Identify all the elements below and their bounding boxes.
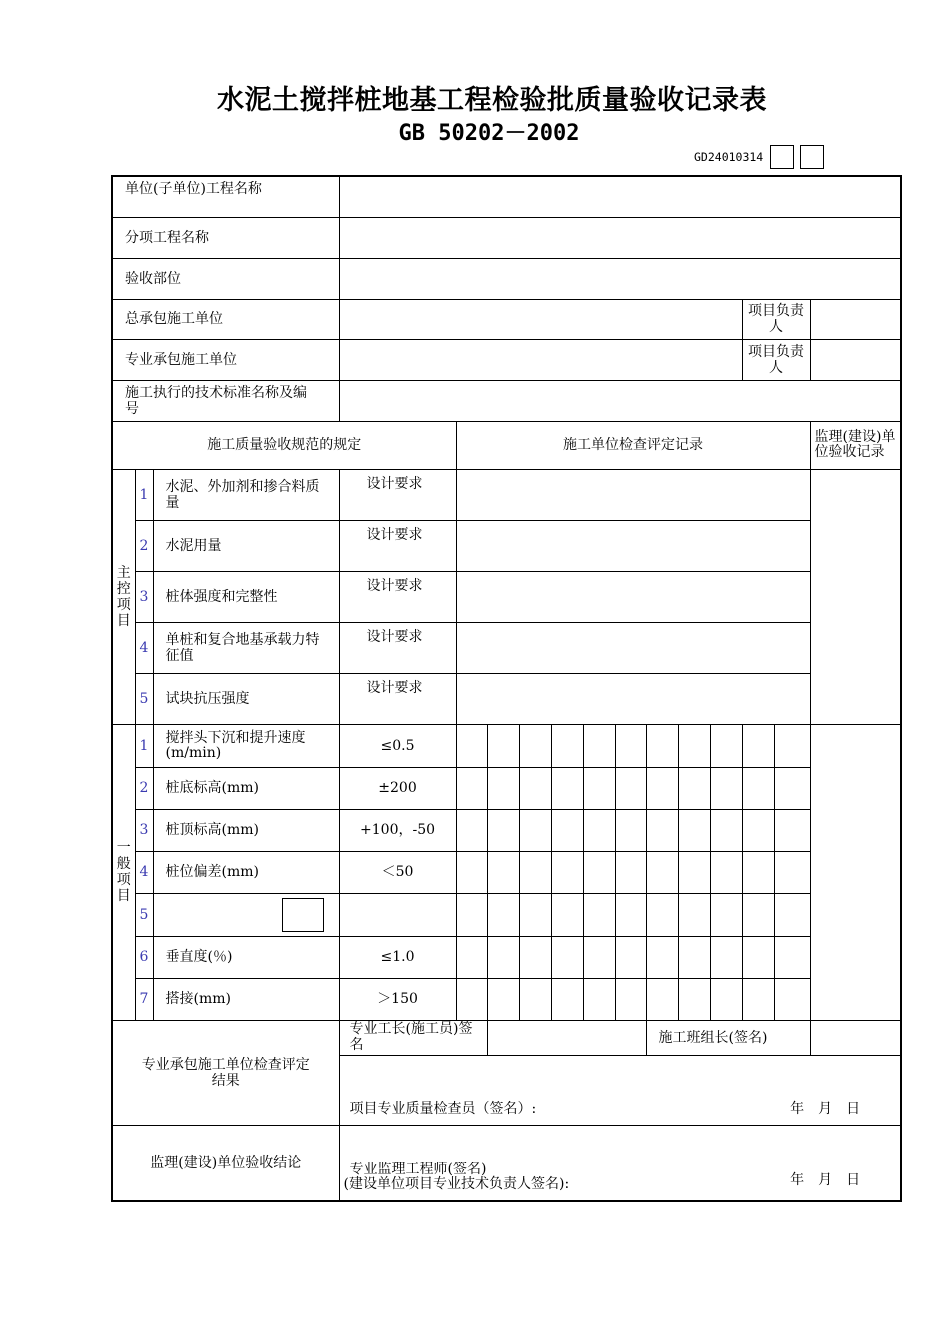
measure-cell[interactable] (646, 767, 678, 809)
measure-cell[interactable] (583, 809, 615, 851)
item-name: 水泥用量 (153, 520, 339, 571)
item-number: 3 (135, 809, 153, 851)
item-number: 2 (135, 767, 153, 809)
measure-cell[interactable] (519, 978, 551, 1020)
measure-cell[interactable] (583, 936, 615, 978)
measure-cell[interactable] (519, 724, 551, 767)
measure-cell[interactable] (646, 936, 678, 978)
measure-cell[interactable] (487, 809, 519, 851)
owner-label: (建设单位项目专业技术负责人签名): (343, 1176, 570, 1192)
measure-cell[interactable] (583, 767, 615, 809)
inspector-date: 年 月 日 (790, 1100, 861, 1117)
measure-cell[interactable] (678, 809, 710, 851)
item-name: 桩顶标高(mm) (153, 809, 339, 851)
measure-cell[interactable] (615, 978, 646, 1020)
measure-cell[interactable] (456, 724, 487, 767)
measure-cell[interactable] (551, 893, 583, 936)
measure-cell[interactable] (487, 767, 519, 809)
item-number: 4 (135, 622, 153, 673)
measure-cell[interactable] (456, 936, 487, 978)
measure-cell[interactable] (646, 724, 678, 767)
measure-cell[interactable] (519, 767, 551, 809)
item-requirement: +100，-50 (339, 809, 456, 851)
measure-cell[interactable] (551, 936, 583, 978)
measure-cell[interactable] (551, 851, 583, 893)
standard-number: GB 50202－2002 (398, 121, 580, 146)
sub-project-label: 分项工程名称 (112, 217, 339, 258)
item-name: 搅拌头下沉和提升速度(m/min) (153, 724, 339, 767)
unit-project-label: 单位(子单位)工程名称 (112, 176, 339, 217)
supervision-date: 年 月 日 (790, 1172, 861, 1188)
spec-column-header: 施工质量验收规范的规定 (112, 421, 456, 469)
measure-cell[interactable] (583, 893, 615, 936)
measure-cell[interactable] (646, 893, 678, 936)
item-requirement: ≤1.0 (339, 936, 456, 978)
specialty-contractor-value[interactable] (339, 339, 742, 380)
measure-cell[interactable] (583, 724, 615, 767)
measure-cell[interactable] (456, 851, 487, 893)
measure-cell[interactable] (487, 893, 519, 936)
measure-cell[interactable] (456, 893, 487, 936)
item-requirement: 设计要求 (339, 622, 456, 673)
measure-cell[interactable] (678, 936, 710, 978)
measure-cell[interactable] (487, 851, 519, 893)
supervision-signature-area[interactable] (339, 1125, 901, 1201)
item-requirement: ≤0.5 (339, 724, 456, 767)
engineer-label: 专业监理工程师(签名) (349, 1162, 487, 1177)
item-name: 桩底标高(mm) (153, 767, 339, 809)
general-contractor-manager-label: 项目负责人 (742, 299, 810, 339)
supervision-result-label: 监理(建设)单位验收结论 (112, 1125, 339, 1201)
measure-cell[interactable] (774, 724, 810, 767)
measure-cell[interactable] (519, 893, 551, 936)
measure-cell[interactable] (710, 936, 742, 978)
measure-cell[interactable] (456, 809, 487, 851)
item-name[interactable] (153, 893, 339, 936)
measure-cell[interactable] (710, 851, 742, 893)
measure-cell[interactable] (774, 893, 810, 936)
measure-cell[interactable] (615, 936, 646, 978)
item-requirement: ＞150 (339, 978, 456, 1020)
form-code: GD24010314 (694, 150, 764, 164)
item-requirement: ±200 (339, 767, 456, 809)
item-requirement: 设计要求 (339, 520, 456, 571)
form-code-box-2[interactable] (800, 145, 824, 169)
item-name: 桩体强度和完整性 (153, 571, 339, 622)
form-code-row (694, 144, 824, 170)
acceptance-part-label: 验收部位 (112, 258, 339, 299)
inspector-signature-area[interactable] (339, 1055, 901, 1125)
measure-cell[interactable] (678, 851, 710, 893)
foreman-signature-value[interactable] (487, 1020, 646, 1055)
main-control-supervision[interactable] (810, 469, 901, 724)
measure-cell[interactable] (551, 767, 583, 809)
item-name: 水泥、外加剂和掺合料质量 (153, 469, 339, 520)
measure-cell[interactable] (615, 767, 646, 809)
inspection-table (111, 175, 902, 1202)
item-number: 1 (135, 469, 153, 520)
measure-cell[interactable] (646, 809, 678, 851)
measure-cell[interactable] (615, 809, 646, 851)
measure-cell[interactable] (678, 724, 710, 767)
measure-cell[interactable] (710, 893, 742, 936)
measure-cell[interactable] (583, 978, 615, 1020)
contractor-result-label: 专业承包施工单位检查评定结果 (112, 1020, 339, 1125)
item-number: 7 (135, 978, 153, 1020)
form-code-box-1[interactable] (770, 145, 794, 169)
item-requirement: 设计要求 (339, 673, 456, 724)
measure-cell[interactable] (456, 978, 487, 1020)
measure-cell[interactable] (615, 893, 646, 936)
item-name: 搭接(mm) (153, 978, 339, 1020)
specialty-contractor-manager-label: 项目负责人 (742, 339, 810, 380)
measure-cell[interactable] (646, 978, 678, 1020)
item-requirement: 设计要求 (339, 469, 456, 520)
measure-cell[interactable] (583, 851, 615, 893)
item-name: 单桩和复合地基承载力特征值 (153, 622, 339, 673)
general-contractor-manager-value[interactable] (810, 299, 901, 339)
foreman-signature-label: 专业工长(施工员)签名 (339, 1020, 487, 1055)
measure-cell[interactable] (742, 893, 774, 936)
measure-cell[interactable] (774, 809, 810, 851)
supervision-column-header: 监理(建设)单位验收记录 (810, 421, 901, 469)
technical-standard-value[interactable] (339, 380, 901, 421)
item-requirement: ＜50 (339, 851, 456, 893)
measure-cell[interactable] (742, 851, 774, 893)
measure-cell[interactable] (678, 767, 710, 809)
measure-cell[interactable] (710, 767, 742, 809)
measure-cell[interactable] (615, 724, 646, 767)
item-record[interactable] (456, 571, 810, 622)
measure-cell[interactable] (646, 851, 678, 893)
general-contractor-label: 总承包施工单位 (112, 299, 339, 339)
measure-cell[interactable] (774, 767, 810, 809)
measure-cell[interactable] (710, 809, 742, 851)
measure-cell[interactable] (742, 767, 774, 809)
team-leader-label: 施工班组长(签名) (646, 1020, 810, 1055)
specialty-contractor-manager-value[interactable] (810, 339, 901, 380)
measure-cell[interactable] (487, 724, 519, 767)
main-control-category: 主控项目 (112, 469, 135, 724)
measure-cell[interactable] (551, 724, 583, 767)
measure-cell[interactable] (742, 724, 774, 767)
unit-project-value[interactable] (339, 176, 901, 217)
general-supervision[interactable] (810, 724, 901, 1020)
item-name: 试块抗压强度 (153, 673, 339, 724)
measure-cell[interactable] (551, 978, 583, 1020)
record-column-header: 施工单位检查评定记录 (456, 421, 810, 469)
measure-cell[interactable] (774, 936, 810, 978)
inspector-label: 项目专业质量检查员（签名）: (349, 1100, 537, 1117)
measure-cell[interactable] (774, 978, 810, 1020)
measure-cell[interactable] (774, 851, 810, 893)
item-record[interactable] (456, 520, 810, 571)
measure-cell[interactable] (678, 978, 710, 1020)
team-leader-value[interactable] (810, 1020, 901, 1055)
measure-cell[interactable] (519, 936, 551, 978)
item-number: 5 (135, 673, 153, 724)
measure-cell[interactable] (519, 851, 551, 893)
item-record[interactable] (456, 622, 810, 673)
measure-cell[interactable] (487, 936, 519, 978)
item-name: 垂直度(％) (153, 936, 339, 978)
measure-cell[interactable] (678, 893, 710, 936)
item-number: 1 (135, 724, 153, 767)
measure-cell[interactable] (742, 809, 774, 851)
item-number: 3 (135, 571, 153, 622)
item-number: 5 (135, 893, 153, 936)
item-number: 6 (135, 936, 153, 978)
measure-cell[interactable] (710, 978, 742, 1020)
general-category: 一般项目 (112, 724, 135, 1020)
specialty-contractor-label: 专业承包施工单位 (112, 339, 339, 380)
measure-cell[interactable] (615, 851, 646, 893)
acceptance-part-value[interactable] (339, 258, 901, 299)
measure-cell[interactable] (742, 936, 774, 978)
item-requirement: 设计要求 (339, 571, 456, 622)
blank-item-box[interactable] (282, 898, 324, 932)
measure-cell[interactable] (487, 978, 519, 1020)
form-title: 水泥土搅拌桩地基工程检验批质量验收记录表 (217, 85, 767, 116)
measure-cell[interactable] (742, 978, 774, 1020)
item-number: 2 (135, 520, 153, 571)
item-name: 桩位偏差(mm) (153, 851, 339, 893)
item-record[interactable] (456, 673, 810, 724)
item-requirement (339, 893, 456, 936)
measure-cell[interactable] (456, 767, 487, 809)
technical-standard-label: 施工执行的技术标准名称及编号 (112, 380, 339, 421)
measure-cell[interactable] (551, 809, 583, 851)
item-record[interactable] (456, 469, 810, 520)
sub-project-value[interactable] (339, 217, 901, 258)
item-number: 4 (135, 851, 153, 893)
measure-cell[interactable] (710, 724, 742, 767)
measure-cell[interactable] (519, 809, 551, 851)
general-contractor-value[interactable] (339, 299, 742, 339)
